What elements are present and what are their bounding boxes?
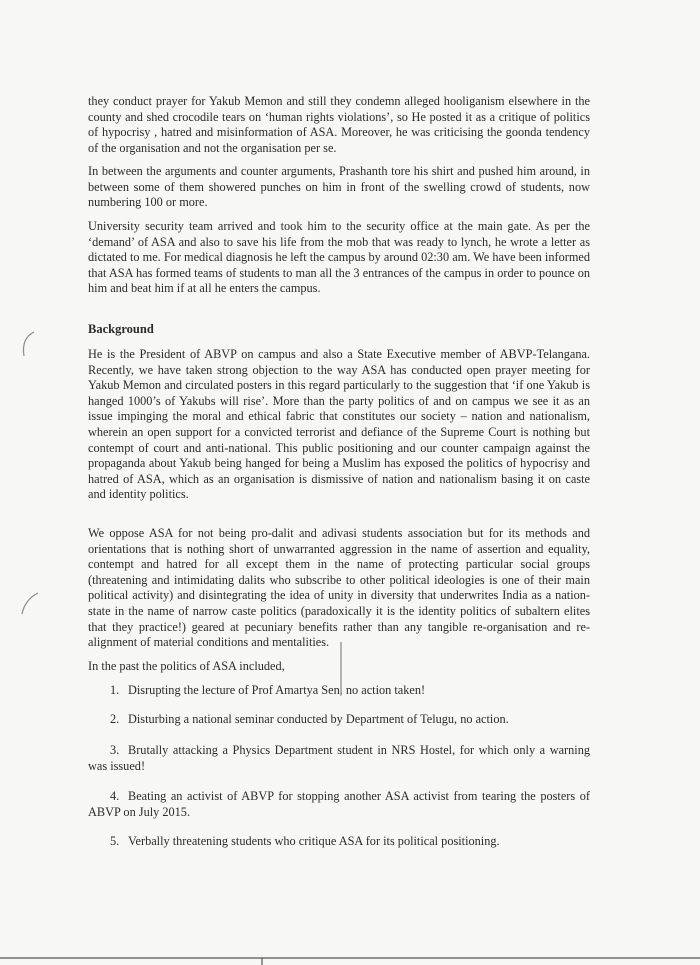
list-number: 4. — [110, 789, 120, 803]
scan-edge-line — [0, 950, 700, 965]
list-text: Disrupting the lecture of Prof Amartya Sen, no action taken! — [128, 683, 426, 697]
paragraph-yakub-prayer: they conduct prayer for Yakub Memon and still they condemn alleged hooliganism elsewhere in the county and shed crocodile tears on ‘human rights violations’, so He posted it as a critique of politics of hypocrisy , hatred and misinformation of ASA. Moreover, he was criticising the goonda tendency of the organisation and not the organisation per se. — [88, 94, 590, 155]
list-item — [88, 743, 590, 774]
list-text: Brutally attacking a Physics Department student in NRS Hostel, for which only a warning was issued! — [88, 743, 590, 773]
list-number: 5. — [110, 834, 120, 848]
list-number: 3. — [110, 743, 120, 757]
paragraph-oppose-asa: We oppose ASA for not being pro-dalit and adivasi students association but for its methods and orientations that is nothing short of unwarranted aggression in the name of assertion and equality, contempt and hatred for all except them in the name of protecting particular social groups (threatening and intimidating dalits who subscribe to other political ideologies is one of their main political activity) and disintegrating the idea of unity in diversity that underwrites India as a nation-state in the name of narrow caste politics (paradoxically it is the identity politics of subaltern elites that they practice!) geared at pecuniary benefits rather than any tangible re-organisation and re-alignment of material conditions and mentalities. — [88, 526, 590, 650]
list-text: Beating an activist of ABVP for stopping another ASA activist from tearing the posters of ABVP on July 2015. — [88, 789, 590, 819]
list-text: Disturbing a national seminar conducted by Department of Telugu, no action. — [128, 712, 509, 726]
list-item — [88, 789, 590, 820]
list-number: 1. — [110, 683, 120, 697]
list-number: 2. — [110, 712, 120, 726]
paragraph-arguments: In between the arguments and counter arguments, Prashanth tore his shirt and pushed him around, in between some of them showered punches on him in front of the swelling crowd of students, now numbering 100 or more. — [88, 164, 590, 210]
scan-mark — [18, 330, 38, 360]
list-item — [88, 834, 590, 850]
paragraph-background: He is the President of ABVP on campus and also a State Executive member of ABVP-Telangana. Recently, we have taken strong objection to the way ASA has conducted open prayer meeting for Yakub Memon and circulated posters in this regard particularly to the suggestion that ‘if one Yakub is hanged 1000’s of Yakubs will rise’. More than the party politics of and on campus we see it as an issue impinging the moral and ethical fabric that constitutes our society – nation and nationalism, wherein an open support for a convicted terrorist and defiance of the Supreme Court is nothing but contempt of court and anti-national. This public positioning and our counter campaign against the propaganda about Yakub being hanged for being a Muslim has exposed the politics of hypocrisy and hatred of ASA, which as an organisation is dismissive of nation and nationalism basing it on caste and identity politics. — [88, 347, 590, 502]
list-item — [88, 683, 590, 699]
scan-mark — [18, 590, 42, 620]
paragraph-past-politics: In the past the politics of ASA included, — [88, 659, 285, 673]
list-text: Verbally threatening students who critique ASA for its political positioning. — [128, 834, 500, 848]
background-heading: Background — [88, 322, 154, 336]
paragraph-security-team: University security team arrived and took him to the security office at the main gate. As per the ‘demand’ of ASA and also to save his life from the mob that was ready to lynch, he wrote a letter as dictated to me. For medical diagnosis he left the campus by around 02:30 am. We have been informed that ASA has formed teams of students to man all the 3 entrances of the campus in order to pounce on him and beat him if at all he enters the campus. — [88, 219, 590, 296]
list-item — [88, 712, 590, 728]
